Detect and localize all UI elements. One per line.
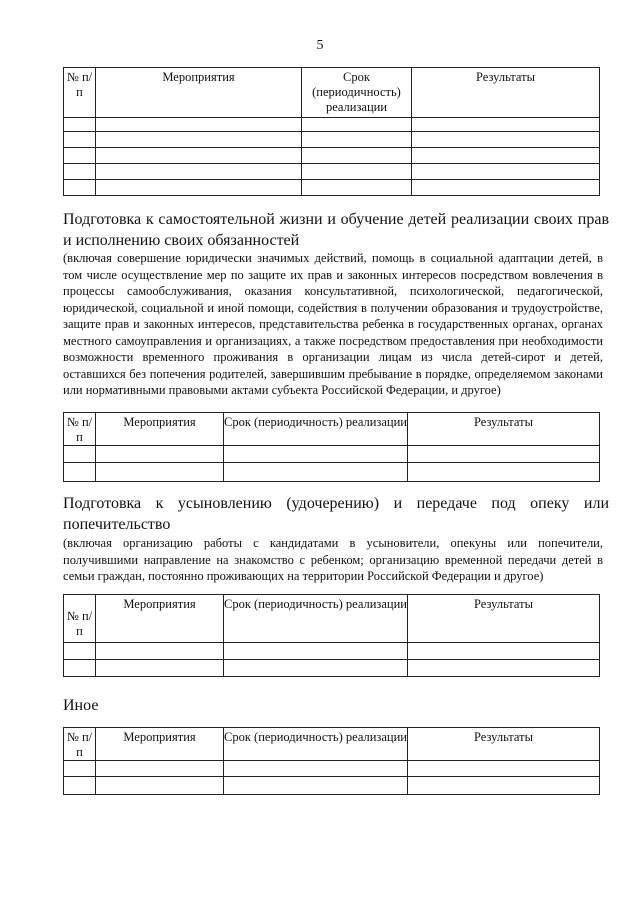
table-cell[interactable] [64, 446, 96, 463]
table-row [64, 463, 600, 482]
header-activities: Мероприятия [96, 728, 224, 761]
table-cell[interactable] [302, 148, 412, 164]
table-cell[interactable] [224, 777, 408, 795]
table-cell[interactable] [412, 132, 600, 148]
table-cell[interactable] [96, 643, 224, 660]
header-results: Результаты [412, 68, 600, 118]
table-cell[interactable] [64, 164, 96, 180]
table-cell[interactable] [96, 148, 302, 164]
table-cell[interactable] [64, 777, 96, 795]
header-num: № п/п [64, 413, 96, 446]
table-cell[interactable] [96, 132, 302, 148]
table-cell[interactable] [302, 118, 412, 132]
section-title-adoption: Подготовка к усыновлению (удочерению) и передаче под опеку или попечительство [63, 495, 609, 533]
header-results: Результаты [408, 413, 600, 446]
activities-table-4 [63, 727, 600, 795]
table-cell[interactable] [302, 180, 412, 196]
header-results: Результаты [408, 595, 600, 643]
table-cell[interactable] [96, 777, 224, 795]
table-row [64, 761, 600, 777]
header-term: Срок (периодичность) реализации [224, 413, 408, 446]
table-row [64, 446, 600, 463]
table-row [64, 643, 600, 660]
section-title-independent-living: Подготовка к самостоятельной жизни и обучение детей реализации своих прав и исполнению своих обязанностей [63, 211, 609, 249]
table-header-row [64, 728, 600, 761]
activities-table-1 [63, 67, 600, 196]
table-cell[interactable] [224, 761, 408, 777]
table-row [64, 164, 600, 180]
section-note-independent-living: (включая совершение юридически значимых действий, помощь в социальной адаптации детей, в том числе осуществление мер по защите их прав и законных интересов посредством вовлечения в процессы самообслуживания, оказания консультативной, психологической, педагогической, юридической, социальной и иной помощи, содействия в получении образования и трудоустройстве, защите прав и законных интересов, представительства ребенка в государственных органах, органах местного самоуправления и организациях, а также посредством предоставления при необходимости возможности временного проживания в организации лицам из числа детей-сирот и детей, оставшихся без попечения родителей, завершившим пребывание в порядке, определяемом законами или нормативными правовыми актами субъекта Российской Федерации, и другое) [63, 251, 603, 397]
table-cell[interactable] [96, 180, 302, 196]
table-header-row [64, 595, 600, 643]
header-activities: Мероприятия [96, 413, 224, 446]
table-row [64, 180, 600, 196]
table-cell[interactable] [64, 660, 96, 677]
header-term: Срок (периодичность) реализации [224, 595, 408, 643]
table-cell[interactable] [408, 777, 600, 795]
activities-table-2 [63, 412, 600, 482]
table-cell[interactable] [224, 643, 408, 660]
table-cell[interactable] [412, 148, 600, 164]
table-cell[interactable] [412, 164, 600, 180]
page-number: 5 [316, 38, 324, 53]
header-num: № п/п [64, 728, 96, 761]
table-row [64, 132, 600, 148]
table-header-row [64, 68, 600, 118]
table-cell[interactable] [408, 761, 600, 777]
table-cell[interactable] [64, 118, 96, 132]
table-row [64, 118, 600, 132]
section-title-other: Иное [63, 697, 99, 714]
header-term: Срок (периодичность) реализации [224, 728, 408, 761]
header-term: Срок (периодичность) реализации [302, 68, 412, 118]
table-cell[interactable] [224, 446, 408, 463]
section-note-adoption: (включая организацию работы с кандидатами в усыновители, опекуны или попечители, получившими направление на знакомство с ребенком; организацию временной передачи детей в семьи граждан, постоянно проживающих на территории Российской Федерации и другое) [63, 536, 603, 583]
table-cell[interactable] [302, 132, 412, 148]
table-cell[interactable] [412, 180, 600, 196]
activities-table-3 [63, 594, 600, 677]
table-cell[interactable] [64, 132, 96, 148]
table-cell[interactable] [408, 660, 600, 677]
table-cell[interactable] [64, 643, 96, 660]
table-cell[interactable] [96, 164, 302, 180]
table-cell[interactable] [302, 164, 412, 180]
header-num: № п/п [64, 68, 96, 118]
table-row [64, 777, 600, 795]
table-cell[interactable] [64, 761, 96, 777]
table-cell[interactable] [96, 761, 224, 777]
table-cell[interactable] [224, 660, 408, 677]
table-row [64, 148, 600, 164]
table-cell[interactable] [96, 463, 224, 482]
table-cell[interactable] [408, 446, 600, 463]
header-activities: Мероприятия [96, 68, 302, 118]
table-header-row [64, 413, 600, 446]
table-cell[interactable] [408, 463, 600, 482]
table-row [64, 660, 600, 677]
header-activities: Мероприятия [96, 595, 224, 643]
table-cell[interactable] [64, 148, 96, 164]
table-cell[interactable] [408, 643, 600, 660]
table-cell[interactable] [96, 446, 224, 463]
header-results: Результаты [408, 728, 600, 761]
table-cell[interactable] [224, 463, 408, 482]
table-cell[interactable] [64, 463, 96, 482]
table-cell[interactable] [412, 118, 600, 132]
table-cell[interactable] [96, 118, 302, 132]
header-num: № п/п [64, 595, 96, 643]
table-cell[interactable] [96, 660, 224, 677]
table-cell[interactable] [64, 180, 96, 196]
